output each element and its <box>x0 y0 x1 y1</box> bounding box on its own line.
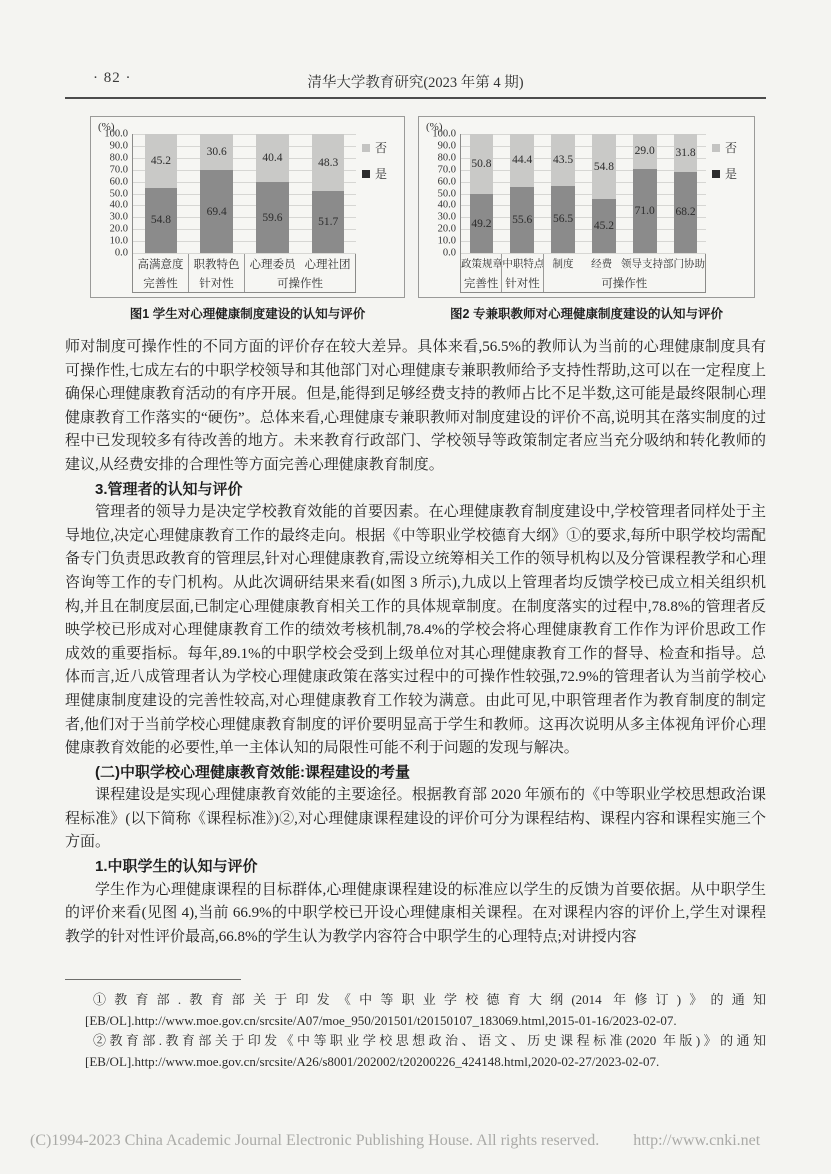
axis-labels <box>132 253 356 293</box>
footnote-separator <box>65 979 241 980</box>
axis-sublabels <box>461 254 501 273</box>
y-axis-tick: 10.0 <box>109 235 128 247</box>
value-label-yes: 45.2 <box>593 220 614 233</box>
plot-area <box>132 134 356 253</box>
figure-2-caption: 图2 专兼职教师对心理健康制度建设的认知与评价 <box>450 307 723 321</box>
legend <box>356 134 400 253</box>
value-label-no: 50.8 <box>471 158 492 171</box>
bar-心理委员 <box>245 134 301 253</box>
section-heading: 3.管理者的认知与评价 <box>95 480 243 498</box>
value-label-no: 48.3 <box>318 156 339 169</box>
axis-sublabel: 心理委员 <box>249 258 296 271</box>
axis-group-label: 针对性 <box>199 277 234 290</box>
axis-sublabel: 制度 <box>552 259 574 270</box>
axis-group-针对性 <box>501 254 545 292</box>
paragraph: 管理者的领导力是决定学校教育效能的首要因素。在心理健康教育制度建设中,学校管理者同样处于主导地位,决定心理健康教育工作的最终走向。根据《中等职业学校德育大纲》①的要求,每所中职学校均需配备专门负责思政教育的管理层,针对心理健康教育,需设立统筹相关工作的领导机构以及分管课程教学和心理咨询等工作的专门机构。从此次调研结果来看(如图 3 所示),九成以上管理者均反馈学校已成立相关组织机构,并且在制度层面,已制定心理健康教育相关工作的具体规章制度。在制度落实的过程中,78.8%的管理者反映学校已形成对心理健康教育工作的绩效考核机制,78.4%的学校会将心理健康教育工作作为评价思政工作成效的重要指标。每年,89.1%的中职学校会受到上级单位对其心理健康教育工作的督导、检查和指导。总体而言,近八成管理者认为学校心理健康政策在落实过程中的可操作性较强,72.9%的管理者认为当前学校心理健康制度建设的完善性较高,对心理健康教育工作较为满意。由此可见,中职管理者作为教育制度的制定者,他们对于当前学校心理健康教育制度的评价要明显高于学生和教师。这再次说明从多主体视角评价心理健康教育效能的必要性,单一主体认知的局限性可能不利于问题的发现与解决。 <box>65 504 766 757</box>
axis-group-可操作性 <box>244 254 355 292</box>
bars-layer <box>461 134 706 253</box>
bar-领导支持 <box>624 134 665 253</box>
legend-label: 否 <box>725 141 738 155</box>
y-axis-tick: 0.0 <box>114 247 128 259</box>
y-axis-tick: 70.0 <box>437 164 456 176</box>
figure-1-caption: 图1 学生对心理健康制度建设的认知与评价 <box>129 307 366 321</box>
journal-title: 清华大学教育研究(2023 年第 4 期) <box>307 75 524 91</box>
axis-sublabel: 部门协助 <box>663 259 705 270</box>
value-label-no: 30.6 <box>206 146 227 159</box>
chart-main <box>95 128 400 259</box>
bar-中职特点 <box>502 134 543 253</box>
value-label-no: 43.5 <box>553 153 574 166</box>
y-axis-tick: 50.0 <box>437 188 456 199</box>
page-header <box>65 70 766 92</box>
value-label-yes: 68.2 <box>675 206 696 219</box>
legend-swatch <box>712 170 720 178</box>
figures-row <box>90 116 755 322</box>
y-axis-tick: 40.0 <box>109 199 128 211</box>
page-footer <box>30 1132 811 1150</box>
bar-心理社团 <box>300 134 356 253</box>
axis-group-label: 完善性 <box>143 277 178 290</box>
axis-labels <box>460 253 706 293</box>
y-axis-tick: 100.0 <box>432 128 456 140</box>
value-label-no: 29.0 <box>634 145 655 158</box>
y-axis-tick: 20.0 <box>109 223 128 235</box>
gridline <box>133 253 356 254</box>
bar-政策规章 <box>461 134 502 253</box>
axis-sublabels <box>133 254 188 273</box>
y-axis-tick: 90.0 <box>437 140 456 152</box>
value-label-yes: 69.4 <box>206 205 227 218</box>
value-label-no: 40.4 <box>262 152 283 165</box>
y-axis-tick: 50.0 <box>109 188 128 199</box>
legend-label: 是 <box>725 167 738 181</box>
value-label-yes: 54.8 <box>150 214 171 227</box>
footnotes <box>65 990 766 1072</box>
axis-group-完善性 <box>133 254 188 292</box>
y-axis-tick: 30.0 <box>109 211 128 223</box>
axis-sublabel: 高满意度 <box>137 258 184 271</box>
value-label-yes: 56.5 <box>553 213 574 226</box>
axis-group-label: 可操作性 <box>277 277 323 290</box>
legend-item-是 <box>712 165 750 182</box>
percent-axis-label: (%) <box>426 121 443 133</box>
axis-group-针对性 <box>188 254 244 292</box>
value-label-no: 45.2 <box>150 154 171 167</box>
y-axis <box>423 128 460 259</box>
value-label-yes: 49.2 <box>471 217 492 230</box>
value-label-yes: 71.0 <box>634 204 655 217</box>
axis-sublabel: 政策规章 <box>461 259 503 270</box>
value-label-yes: 55.6 <box>512 213 533 226</box>
value-label-no: 54.8 <box>593 160 614 173</box>
bar-高满意度 <box>133 134 189 253</box>
axis-sublabel: 中职特点 <box>502 259 545 270</box>
axis-group-label: 可操作性 <box>601 277 648 290</box>
legend-item-是 <box>362 165 400 182</box>
legend-label: 否 <box>375 141 388 155</box>
y-axis-tick: 100.0 <box>104 128 128 140</box>
axis-sublabel: 经费 <box>591 259 613 270</box>
value-label-yes: 59.6 <box>262 211 283 224</box>
section-heading: 1.中职学生的认知与评价 <box>95 858 258 876</box>
body-text <box>65 336 766 949</box>
axis-sublabels <box>502 254 545 273</box>
y-axis-tick: 60.0 <box>109 176 128 188</box>
legend-label: 是 <box>375 167 388 181</box>
figure-1-chart <box>90 116 405 298</box>
y-axis-tick: 80.0 <box>109 152 128 164</box>
axis-group-完善性 <box>461 254 501 292</box>
legend-swatch <box>362 170 370 178</box>
y-axis-tick: 20.0 <box>437 223 456 235</box>
percent-axis-label: (%) <box>98 121 115 133</box>
value-label-no: 44.4 <box>512 154 533 167</box>
value-label-yes: 51.7 <box>318 216 339 229</box>
paragraph: 课程建设是实现心理健康教育效能的主要途径。根据教育部 2020 年颁布的《中等职业学校思想政治课程标准》(以下简称《课程标准》)②,对心理健康课程建设的评价可分为课程结构、课程内容和课程实施三个方面。 <box>65 787 766 851</box>
footnote: ①教育部.教育部关于印发《中等职业学校德育大纲(2014 年修订)》的通知[EB/OL].http://www.moe.gov.cn/srcsite/A07/moe_950/201501/t20150107_183069.html,2015-01-16/2023-02-07. <box>85 992 766 1028</box>
legend-item-否 <box>712 139 750 156</box>
axis-group-可操作性 <box>543 254 705 292</box>
axis-sublabels <box>245 254 355 273</box>
value-label-no: 31.8 <box>675 146 696 159</box>
footer-url: http://www.cnki.net <box>633 1132 761 1149</box>
header-rule <box>65 97 766 99</box>
paragraph: 学生作为心理健康课程的目标群体,心理健康课程建设的标准应以学生的反馈为首要依据。从中职学生的评价来看(见图 4),当前 66.9%的中职学校已开设心理健康相关课程。在对课程内容的评价上,学生对课程教学的针对性评价最高,66.8%的学生认为教学内容符合中职学生的心理特点;对讲授内容 <box>65 881 766 945</box>
gridline <box>461 253 706 254</box>
footer-copyright: (C)1994-2023 China Academic Journal Electronic Publishing House. All rights reserved. <box>30 1132 600 1149</box>
legend <box>706 134 750 253</box>
y-axis-tick: 70.0 <box>109 164 128 176</box>
footnote: ②教育部.教育部关于印发《中等职业学校思想政治、语文、历史课程标准(2020 年版)》的通知[EB/OL].http://www.moe.gov.cn/srcsite/A26/s8001/202002/t20200226_424148.html,2020-02-27/2023-02-07. <box>85 1033 766 1069</box>
y-axis-tick: 60.0 <box>437 176 456 188</box>
bars-layer <box>133 134 356 253</box>
paragraph: 师对制度可操作性的不同方面的评价存在较大差异。具体来看,56.5%的教师认为当前的心理健康制度具有可操作性,七成左右的中职学校领导和其他部门对心理健康专兼职教师给予支持性帮助,这可以在一定程度上确保心理健康教育活动的有序开展。但是,能得到足够经费支持的教师占比不足半数,这可能是最终限制心理健康教育工作落实的“硬伤”。总体来看,心理健康专兼职教师对制度建设的评价不高,说明其在落实制度的过程中已发现较多有待改善的地方。未来教育行政部门、学校领导等政策制定者应当充分吸纳和转化教师的建议,从经费安排的合理性等方面完善心理健康教育制度。 <box>65 339 766 473</box>
axis-group-label: 完善性 <box>463 277 499 290</box>
legend-swatch <box>362 144 370 152</box>
chart-main <box>423 128 750 259</box>
axis-sublabels <box>544 254 705 273</box>
bar-部门协助 <box>665 134 706 253</box>
y-axis-tick: 10.0 <box>437 235 456 247</box>
y-axis-tick: 90.0 <box>109 140 128 152</box>
axis-sublabel: 职教特色 <box>193 258 240 271</box>
figure-2 <box>418 116 755 322</box>
y-axis-tick: 40.0 <box>437 199 456 211</box>
legend-item-否 <box>362 139 400 156</box>
y-axis <box>95 128 132 259</box>
y-axis-tick: 30.0 <box>437 211 456 223</box>
page-number: · 82 · <box>93 70 132 86</box>
axis-group-label: 针对性 <box>505 277 540 290</box>
axis-sublabel: 心理社团 <box>304 258 351 271</box>
bar-制度 <box>543 134 584 253</box>
bar-职教特色 <box>189 134 245 253</box>
y-axis-tick: 0.0 <box>442 247 456 259</box>
legend-swatch <box>712 144 720 152</box>
figure-1 <box>90 116 405 322</box>
y-axis-tick: 80.0 <box>437 152 456 164</box>
axis-sublabels <box>189 254 244 273</box>
axis-sublabel: 领导支持 <box>621 259 663 270</box>
plot-area <box>460 134 706 253</box>
section-heading: (二)中职学校心理健康教育效能:课程建设的考量 <box>95 763 410 781</box>
bar-经费 <box>583 134 624 253</box>
figure-2-chart <box>418 116 755 298</box>
